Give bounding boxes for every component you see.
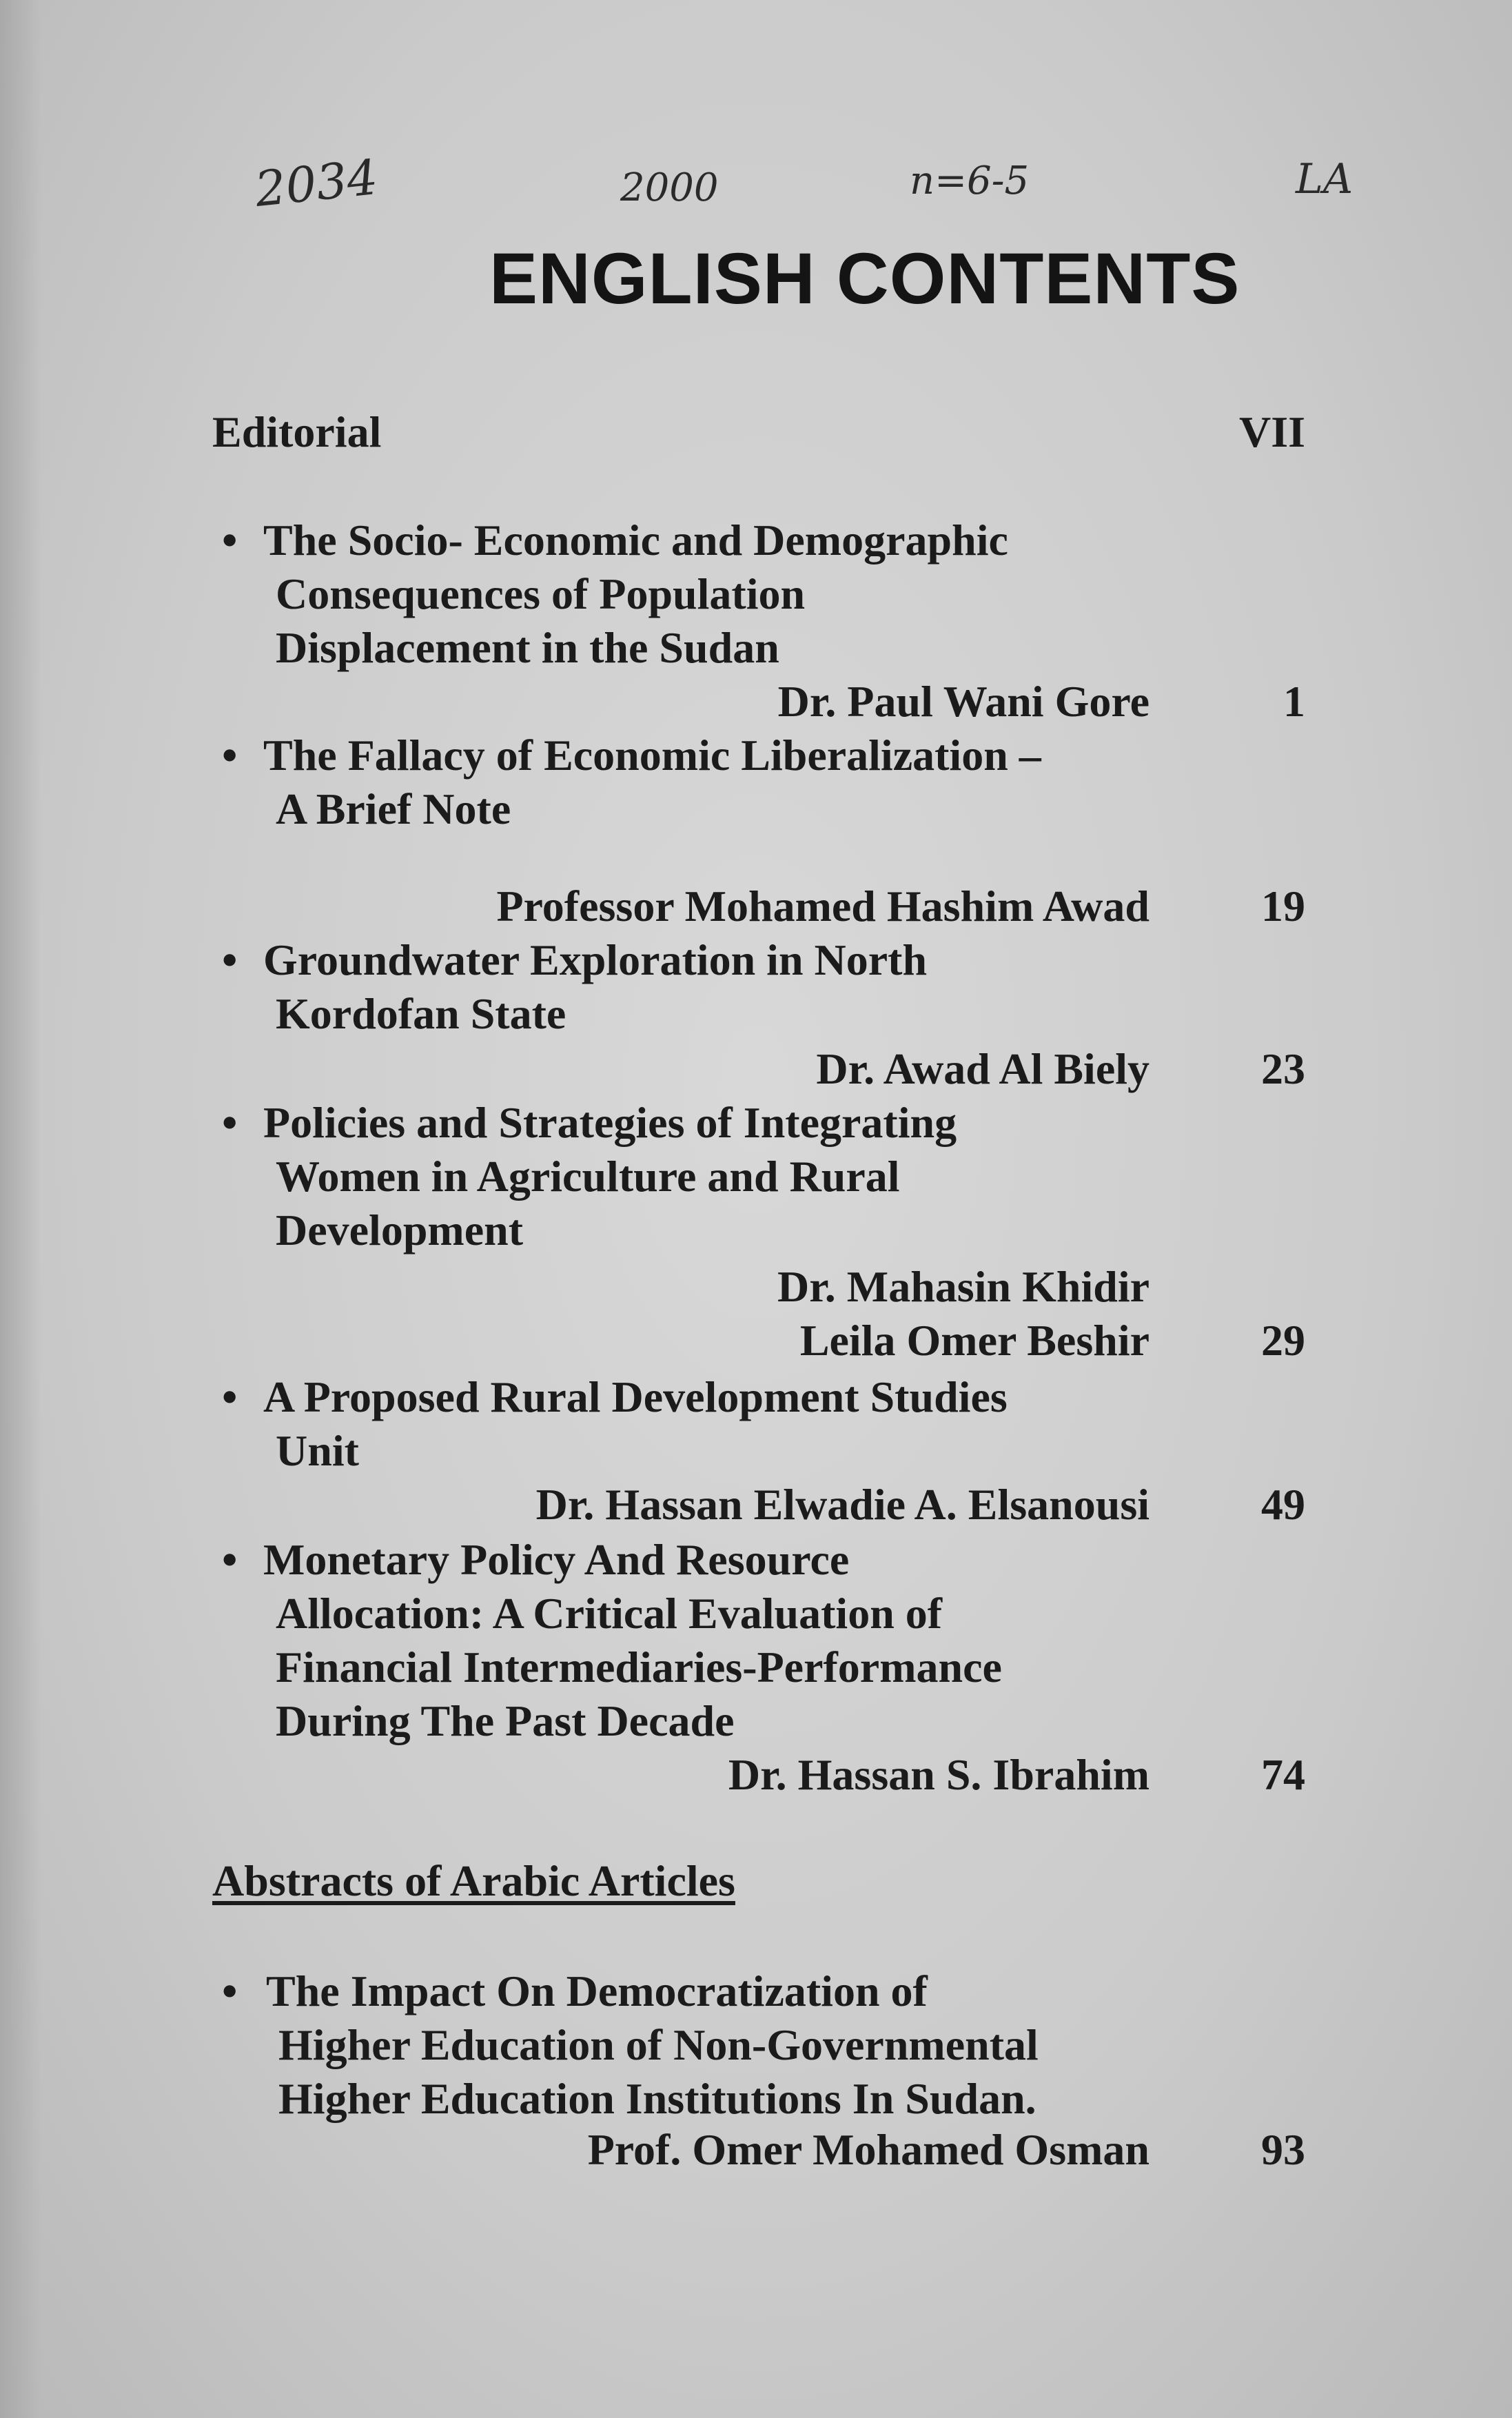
editorial-label: Editorial bbox=[212, 407, 382, 456]
abstract-page: 93 bbox=[1261, 2125, 1305, 2174]
entry-title-line: Policies and Strategies of Integrating bbox=[263, 1098, 957, 1147]
entry-title-line: A Brief Note bbox=[276, 784, 511, 833]
entry-title-line: Groundwater Exploration in North bbox=[263, 935, 928, 984]
handwritten-note-4: LA bbox=[1296, 155, 1353, 203]
bullet: • bbox=[222, 1535, 238, 1584]
page-title: ENGLISH CONTENTS bbox=[489, 238, 1240, 319]
abstract-author: Prof. Omer Mohamed Osman bbox=[587, 2125, 1150, 2174]
entry-title-line: Financial Intermediaries-Performance bbox=[276, 1643, 1002, 1691]
page-edge-shadow bbox=[0, 0, 41, 2418]
abstract-title-line: The Impact On Democratization of bbox=[266, 1967, 928, 2015]
entry-title-line: Displacement in the Sudan bbox=[276, 623, 779, 672]
editorial-page: VII bbox=[1238, 407, 1305, 456]
entry-page: 1 bbox=[1283, 677, 1305, 726]
entry-author: Dr. Hassan S. Ibrahim bbox=[728, 1750, 1150, 1799]
handwritten-note-2: 2000 bbox=[620, 165, 719, 210]
entry-page: 19 bbox=[1261, 882, 1305, 931]
entry-title-line: Kordofan State bbox=[276, 989, 566, 1038]
entry-title-line: Women in Agriculture and Rural bbox=[276, 1152, 900, 1201]
entry-title-line: Consequences of Population bbox=[276, 569, 806, 618]
entry-title-line: Monetary Policy And Resource bbox=[263, 1535, 850, 1584]
entry-author: Professor Mohamed Hashim Awad bbox=[496, 882, 1150, 931]
bullet: • bbox=[222, 516, 238, 565]
entry-page: 49 bbox=[1261, 1480, 1305, 1529]
abstracts-heading: Abstracts of Arabic Articles bbox=[212, 1856, 735, 1905]
handwritten-note-3: n=6-5 bbox=[910, 159, 1030, 203]
handwritten-note-1: 2034 bbox=[252, 148, 380, 219]
entry-author: Dr. Mahasin Khidir bbox=[777, 1262, 1150, 1311]
bullet: • bbox=[222, 935, 238, 984]
entry-page: 74 bbox=[1261, 1750, 1305, 1799]
entry-title-line: The Socio- Economic and Demographic bbox=[263, 516, 1008, 565]
entry-author: Leila Omer Beshir bbox=[799, 1316, 1150, 1365]
bullet: • bbox=[222, 1967, 238, 2015]
entry-title-line: Unit bbox=[276, 1426, 359, 1475]
abstract-title-line: Higher Education of Non-Governmental bbox=[278, 2020, 1039, 2069]
entry-page: 29 bbox=[1261, 1316, 1305, 1365]
abstract-title-line: Higher Education Institutions In Sudan. bbox=[278, 2074, 1036, 2123]
entry-author: Dr. Hassan Elwadie A. Elsanousi bbox=[535, 1480, 1150, 1529]
entry-author: Dr. Awad Al Biely bbox=[816, 1044, 1150, 1093]
bullet: • bbox=[222, 1098, 238, 1147]
entry-title-line: Development bbox=[276, 1206, 524, 1254]
bullet: • bbox=[222, 731, 238, 780]
entry-title-line: The Fallacy of Economic Liberalization – bbox=[263, 731, 1041, 780]
entry-author: Dr. Paul Wani Gore bbox=[777, 677, 1150, 726]
entry-title-line: During The Past Decade bbox=[276, 1696, 735, 1745]
entry-page: 23 bbox=[1261, 1044, 1305, 1093]
entry-title-line: A Proposed Rural Development Studies bbox=[263, 1372, 1008, 1421]
bullet: • bbox=[222, 1372, 238, 1421]
entry-title-line: Allocation: A Critical Evaluation of bbox=[276, 1589, 943, 1638]
